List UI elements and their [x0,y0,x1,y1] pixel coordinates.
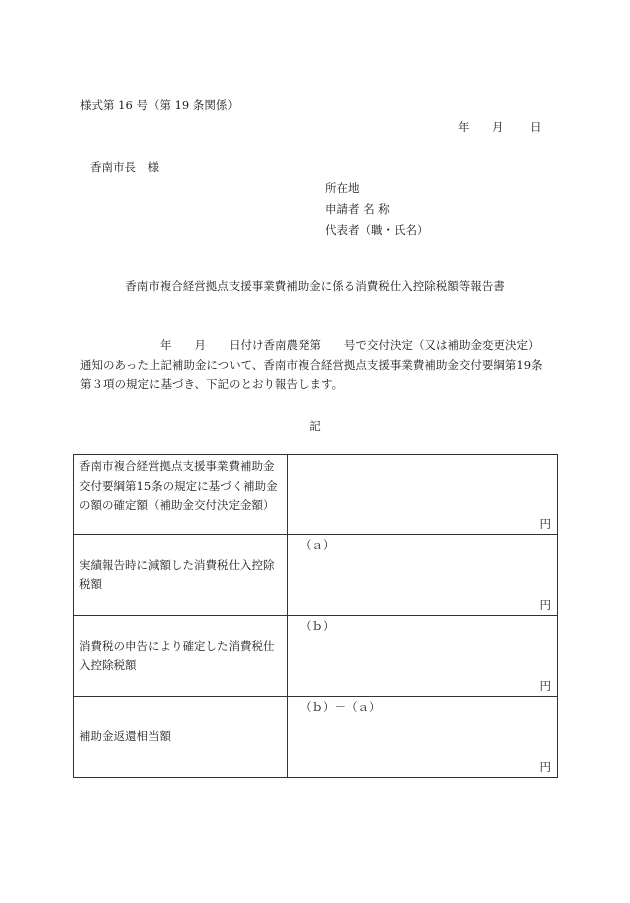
addressee: 香南市長 様 [90,160,159,174]
date-line [458,119,542,135]
yen-unit: 円 [539,598,551,612]
applicant-address-label: 所在地 [325,181,360,195]
row-value-refund-amount [288,697,558,778]
row-value-reduced-tax [288,535,558,616]
ki-heading: 記 [309,419,321,433]
date-day: 日 [530,120,542,134]
row-tag-a: （ａ） [300,538,335,552]
row-label-refund-amount: 補助金返還相当額 [74,697,288,778]
row-label-confirmed-amount: 香南市複合経営拠点支援事業費補助金交付要綱第15条の規定に基づく補助金の額の確定額（補助金交付決定金額） [74,455,288,535]
body-line-1: 年 月 日付け香南農発第 号で交付決定（又は補助金変更決定） [160,338,540,352]
table-row [74,455,558,535]
form-number: 様式第 16 号（第 19 条関係） [80,98,239,112]
table-row [74,535,558,616]
row-label-confirmed-tax: 消費税の申告により確定した消費税仕入控除税額 [74,616,288,697]
body-line-3: 第３項の規定に基づき、下記のとおり報告します。 [80,377,344,391]
yen-unit: 円 [539,760,551,774]
table-row [74,697,558,778]
report-table [73,454,558,778]
applicant-block [325,178,429,241]
table-row [74,616,558,697]
date-year: 年 [458,120,470,134]
row-value-confirmed-tax [288,616,558,697]
yen-unit: 円 [539,679,551,693]
yen-unit: 円 [539,517,551,531]
applicant-name-label: 申請者 名 称 [325,202,390,216]
applicant-representative-label: 代表者（職・氏名） [325,223,429,237]
row-tag-b-minus-a: （ｂ）－（ａ） [300,700,381,714]
document-title: 香南市複合経営拠点支援事業費補助金に係る消費税仕入控除税額等報告書 [125,279,505,293]
row-value-confirmed-amount [288,455,558,535]
row-label-reduced-tax: 実績報告時に減額した消費税仕入控除税額 [74,535,288,616]
row-tag-b: （ｂ） [300,619,335,633]
body-line-2: 通知のあった上記補助金について、香南市複合経営拠点支援事業費補助金交付要綱第19条 [80,357,543,372]
body-text [80,336,543,395]
date-month: 月 [492,120,504,134]
